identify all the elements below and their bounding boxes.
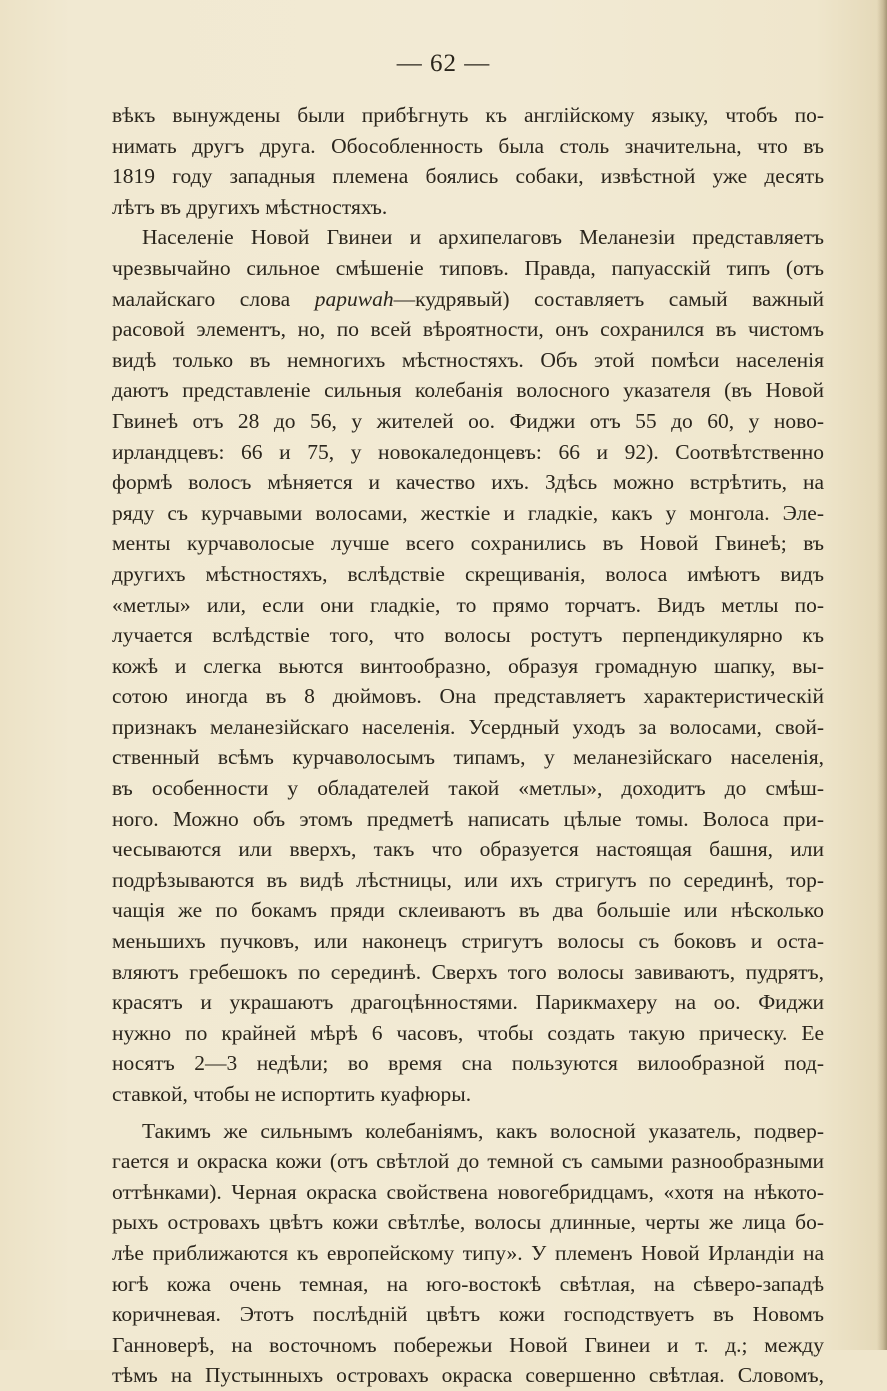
text-line: сотою иногда въ 8 дюймовъ. Она представляетъ характеристическій <box>112 684 824 709</box>
text-line: подрѣзываются въ видѣ лѣстницы, или ихъ стригутъ по серединѣ, тор- <box>112 867 824 892</box>
text-line: лѣе приближаются къ европейскому типу». У племенъ Новой Ирландіи на <box>112 1240 824 1265</box>
text-line: гается и окраска кожи (отъ свѣтлой до темной съ самыми разнообразными <box>112 1149 824 1174</box>
text-line: даютъ представленіе сильныя колебанія волосного указателя (въ Новой <box>112 378 824 403</box>
text-line: другихъ мѣстностяхъ, вслѣдствіе скрещиванія, волоса имѣютъ видъ <box>112 561 824 586</box>
text-line: Населеніе Новой Гвинеи и архипелаговъ Меланезіи представляетъ <box>142 225 824 250</box>
text-line: чащія же по бокамъ пряди склеиваютъ въ два большіе или нѣсколько <box>112 898 824 923</box>
text-line: красятъ и украшаютъ драгоцѣнностями. Парикмахеру на оо. Фиджи <box>112 990 824 1015</box>
text-line: малайскаго слова papuwah—кудрявый) составляетъ самый важный <box>112 286 824 311</box>
text-line: носятъ 2—3 недѣли; во время сна пользуются вилообразной под- <box>112 1051 824 1076</box>
text-line: Ганноверѣ, на восточномъ побережьи Новой Гвинеи и т. д.; между <box>112 1332 824 1357</box>
text-line: Гвинеѣ отъ 28 до 56, у жителей оо. Фиджи отъ 55 до 60, у ново- <box>112 408 824 433</box>
text-line: признакъ меланезійскаго населенія. Усердный уходъ за волосами, свой- <box>112 714 824 739</box>
text-line: формѣ волосъ мѣняется и качество ихъ. Здѣсь можно встрѣтить, на <box>112 470 824 495</box>
italic-word: papuwah <box>314 286 394 311</box>
text-line: лѣтъ въ другихъ мѣстностяхъ. <box>112 194 388 219</box>
text-line: меньшихъ пучковъ, или наконецъ стригутъ волосы съ боковъ и оста- <box>112 929 824 954</box>
text-line: въ особенности у обладателей такой «метлы», доходитъ до смѣш- <box>112 776 824 801</box>
text-line: нужно по крайней мѣрѣ 6 часовъ, чтобы создать такую прическу. Ее <box>112 1020 824 1045</box>
text-line: ного. Можно объ этомъ предметѣ написать цѣлые томы. Волоса при- <box>112 806 824 831</box>
text-line: вляютъ гребешокъ по серединѣ. Сверхъ того волосы завиваютъ, пудрятъ, <box>112 959 824 984</box>
text-line: ственный всѣмъ курчаволосымъ типамъ, у меланезійскаго населенія, <box>112 745 824 770</box>
text-line: «метлы» или, если они гладкіе, то прямо торчатъ. Видъ метлы по- <box>112 592 824 617</box>
body-text <box>112 100 824 1391</box>
text-line: менты курчаволосые лучше всего сохранились въ Новой Гвинеѣ; въ <box>112 531 824 556</box>
text-line: видѣ только въ немногихъ мѣстностяхъ. Объ этой помѣси населенія <box>112 347 824 372</box>
page-number: — 62 — <box>396 50 491 77</box>
text-line: тѣмъ на Пустынныхъ островахъ окраска совершенно свѣтлая. Словомъ, <box>112 1363 824 1388</box>
text-line: Такимъ же сильнымъ колебаніямъ, какъ волосной указатель, подвер- <box>142 1118 824 1143</box>
text-line: 1819 году западныя племена боялись собаки, извѣстной уже десять <box>112 164 824 189</box>
text-line: нимать другъ друга. Обособленность была столь значительна, что въ <box>112 133 824 158</box>
paragraph-2 <box>112 222 824 1109</box>
text-line: коричневая. Этотъ послѣдній цвѣтъ кожи господствуетъ въ Новомъ <box>112 1302 824 1327</box>
page-edge-shadow <box>877 0 887 1350</box>
text-line: кожѣ и слегка вьются винтообразно, образуя громадную шапку, вы- <box>112 653 824 678</box>
paragraph-1 <box>112 100 824 222</box>
text-line: чрезвычайно сильное смѣшеніе типовъ. Правда, папуасскій типъ (отъ <box>112 255 824 280</box>
text-line: ряду съ курчавыми волосами, жесткіе и гладкіе, какъ у монгола. Эле- <box>112 500 824 525</box>
text-line: расовой элементъ, но, по всей вѣроятности, онъ сохранился въ чистомъ <box>112 317 824 342</box>
text-line: ставкой, чтобы не испортить куафюры. <box>112 1082 472 1106</box>
text-line: оттѣнками). Черная окраска свойствена новогебридцамъ, «хотя на нѣкото- <box>112 1179 824 1204</box>
text-line: югѣ кожа очень темная, на юго-востокѣ свѣтлая, на сѣверо-западѣ <box>112 1271 824 1296</box>
text-line: вѣкъ вынуждены были прибѣгнуть къ англійскому языку, чтобъ по- <box>112 103 824 127</box>
text-line: рыхъ островахъ цвѣтъ кожи свѣтлѣе, волосы длинные, черты же лица бо- <box>112 1210 824 1235</box>
text-line: чесываются или вверхъ, такъ что образуется настоящая башня, или <box>112 837 824 862</box>
text-line: ирландцевъ: 66 и 75, у новокаледонцевъ: 66 и 92). Соотвѣтственно <box>112 439 824 464</box>
text-line: лучается вслѣдствіе того, что волосы ростутъ перпендикулярно къ <box>112 623 824 648</box>
